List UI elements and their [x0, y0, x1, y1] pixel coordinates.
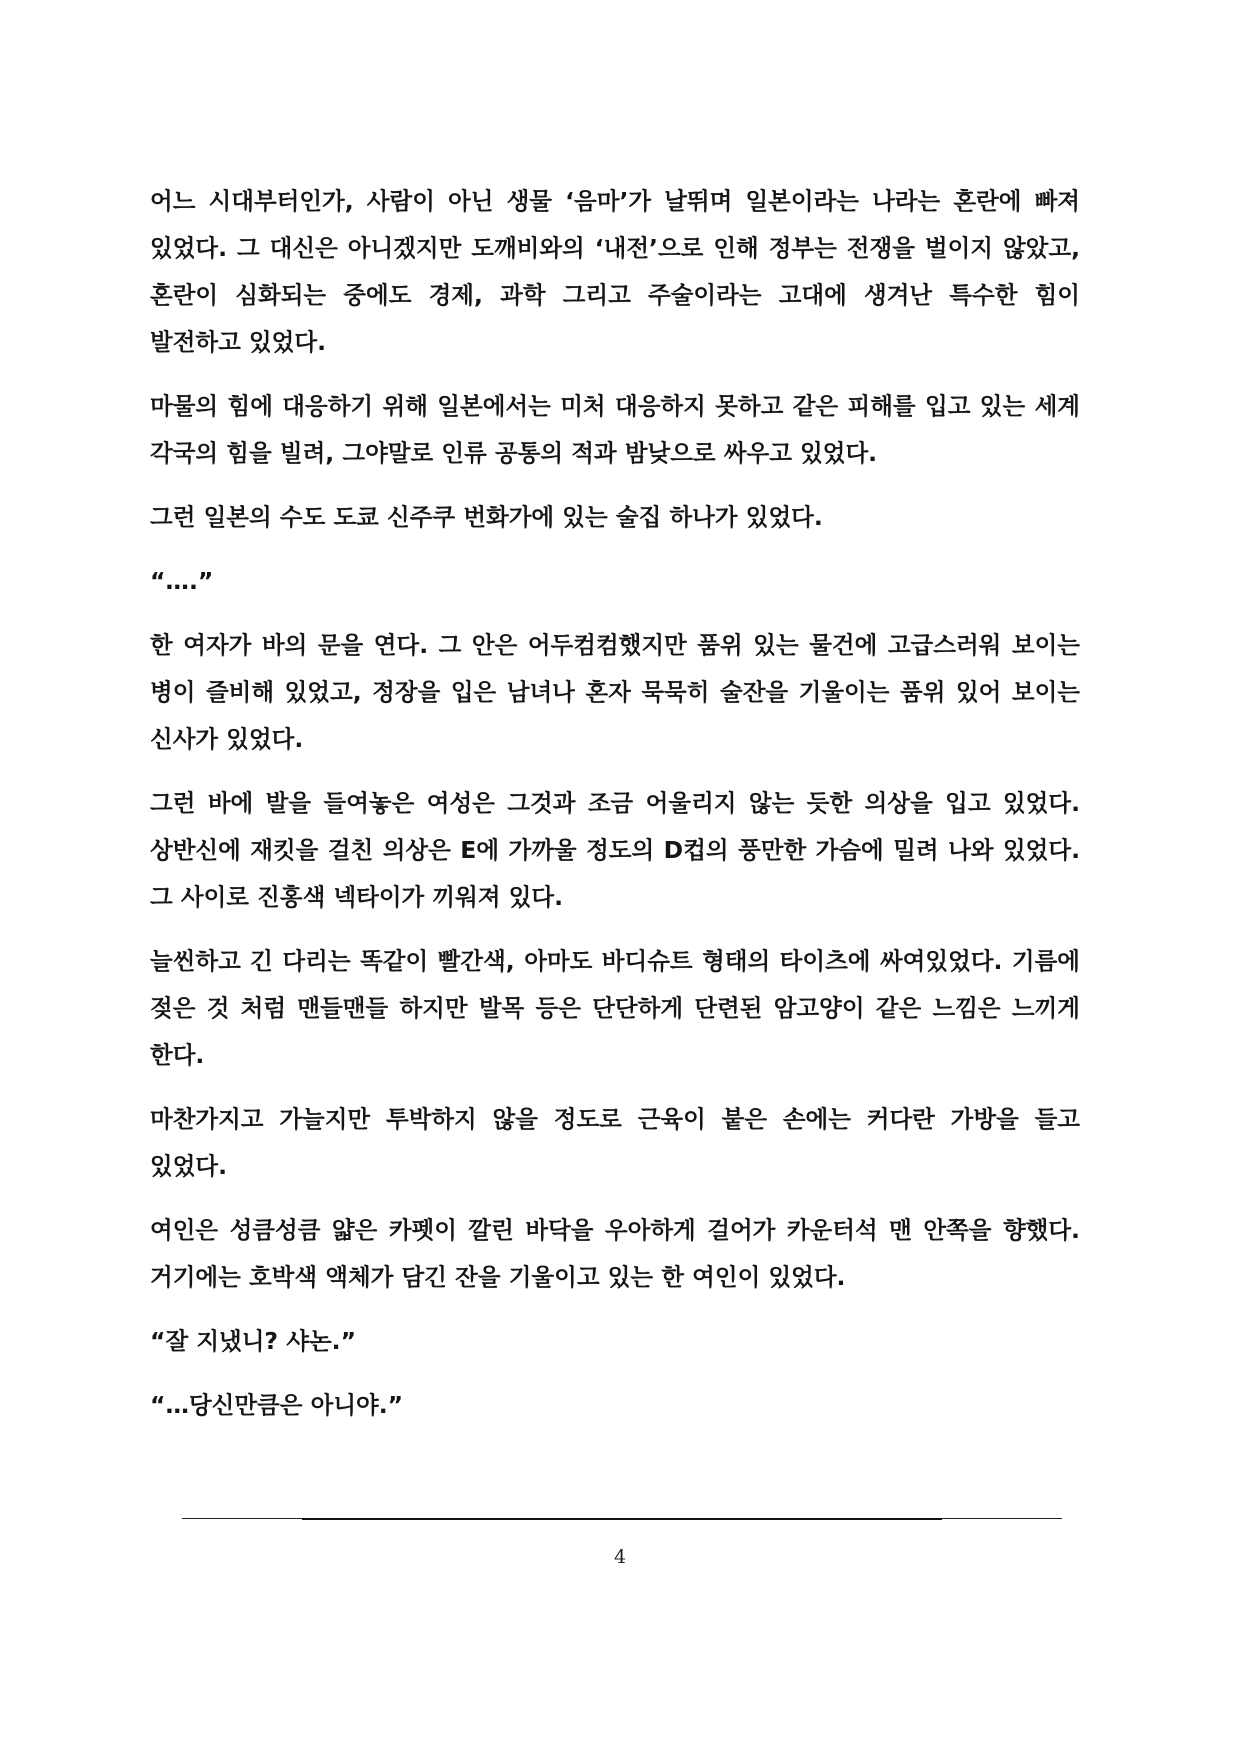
paragraph-2: 마물의 힘에 대응하기 위해 일본에서는 미처 대응하지 못하고 같은 피해를 입고 있는 세계 각국의 힘을 빌려, 그야말로 인류 공통의 적과 밤낮으로 싸우고 있었다.: [150, 392, 1080, 467]
paragraph-7: 늘씬하고 긴 다리는 똑같이 빨간색, 아마도 바디슈트 형태의 타이츠에 싸여있었다. 기름에 젖은 것 처럼 맨들맨들 하지만 발목 등은 단단하게 단련된 암고양이 같은 느낌은 느끼게 한다.: [150, 947, 1080, 1069]
paragraph-6: 그런 바에 발을 들여놓은 여성은 그것과 조금 어울리지 않는 듯한 의상을 입고 있었다. 상반신에 재킷을 걸친 의상은 E에 가까울 정도의 D컵의 풍만한 가슴에 밀려 나와 있었다. 그 사이로 진홍색 넥타이가 끼워져 있다.: [150, 789, 1080, 911]
paragraph-4: “….”: [150, 567, 214, 595]
paragraph-3: 그런 일본의 수도 도쿄 신주쿠 번화가에 있는 술집 하나가 있었다.: [150, 503, 823, 531]
paragraph-9: 여인은 성큼성큼 얇은 카펫이 깔린 바닥을 우아하게 걸어가 카운터석 맨 안쪽을 향했다. 거기에는 호박색 액체가 담긴 잔을 기울이고 있는 한 여인이 있었다.: [150, 1216, 1080, 1291]
paragraph-8: 마찬가지고 가늘지만 투박하지 않을 정도로 근육이 붙은 손에는 커다란 가방을 들고 있었다.: [150, 1105, 1080, 1180]
paragraph-10: “잘 지냈니? 샤논.”: [150, 1327, 357, 1355]
paragraph-1: 어느 시대부터인가, 사람이 아닌 생물 ‘음마’가 날뛰며 일본이라는 나라는 혼란에 빠져 있었다. 그 대신은 아니겠지만 도깨비와의 ‘내전’으로 인해 정부는 전쟁을 벌이지 않았고, 혼란이 심화되는 중에도 경제, 과학 그리고 주술이라는 고대에 생겨난 특수한 힘이 발전하고 있었다.: [150, 187, 1080, 356]
paragraph-5: 한 여자가 바의 문을 연다. 그 안은 어두컴컴했지만 품위 있는 물건에 고급스러워 보이는 병이 즐비해 있었고, 정장을 입은 남녀나 혼자 묵묵히 술잔을 기울이는 품위 있어 보이는 신사가 있었다.: [150, 631, 1080, 753]
paragraph-11: “…당신만큼은 아니야.”: [150, 1391, 404, 1419]
footer-divider-emphasis: [302, 1518, 942, 1520]
page-number: 4: [613, 1546, 627, 1568]
body-text: [150, 178, 1080, 1446]
